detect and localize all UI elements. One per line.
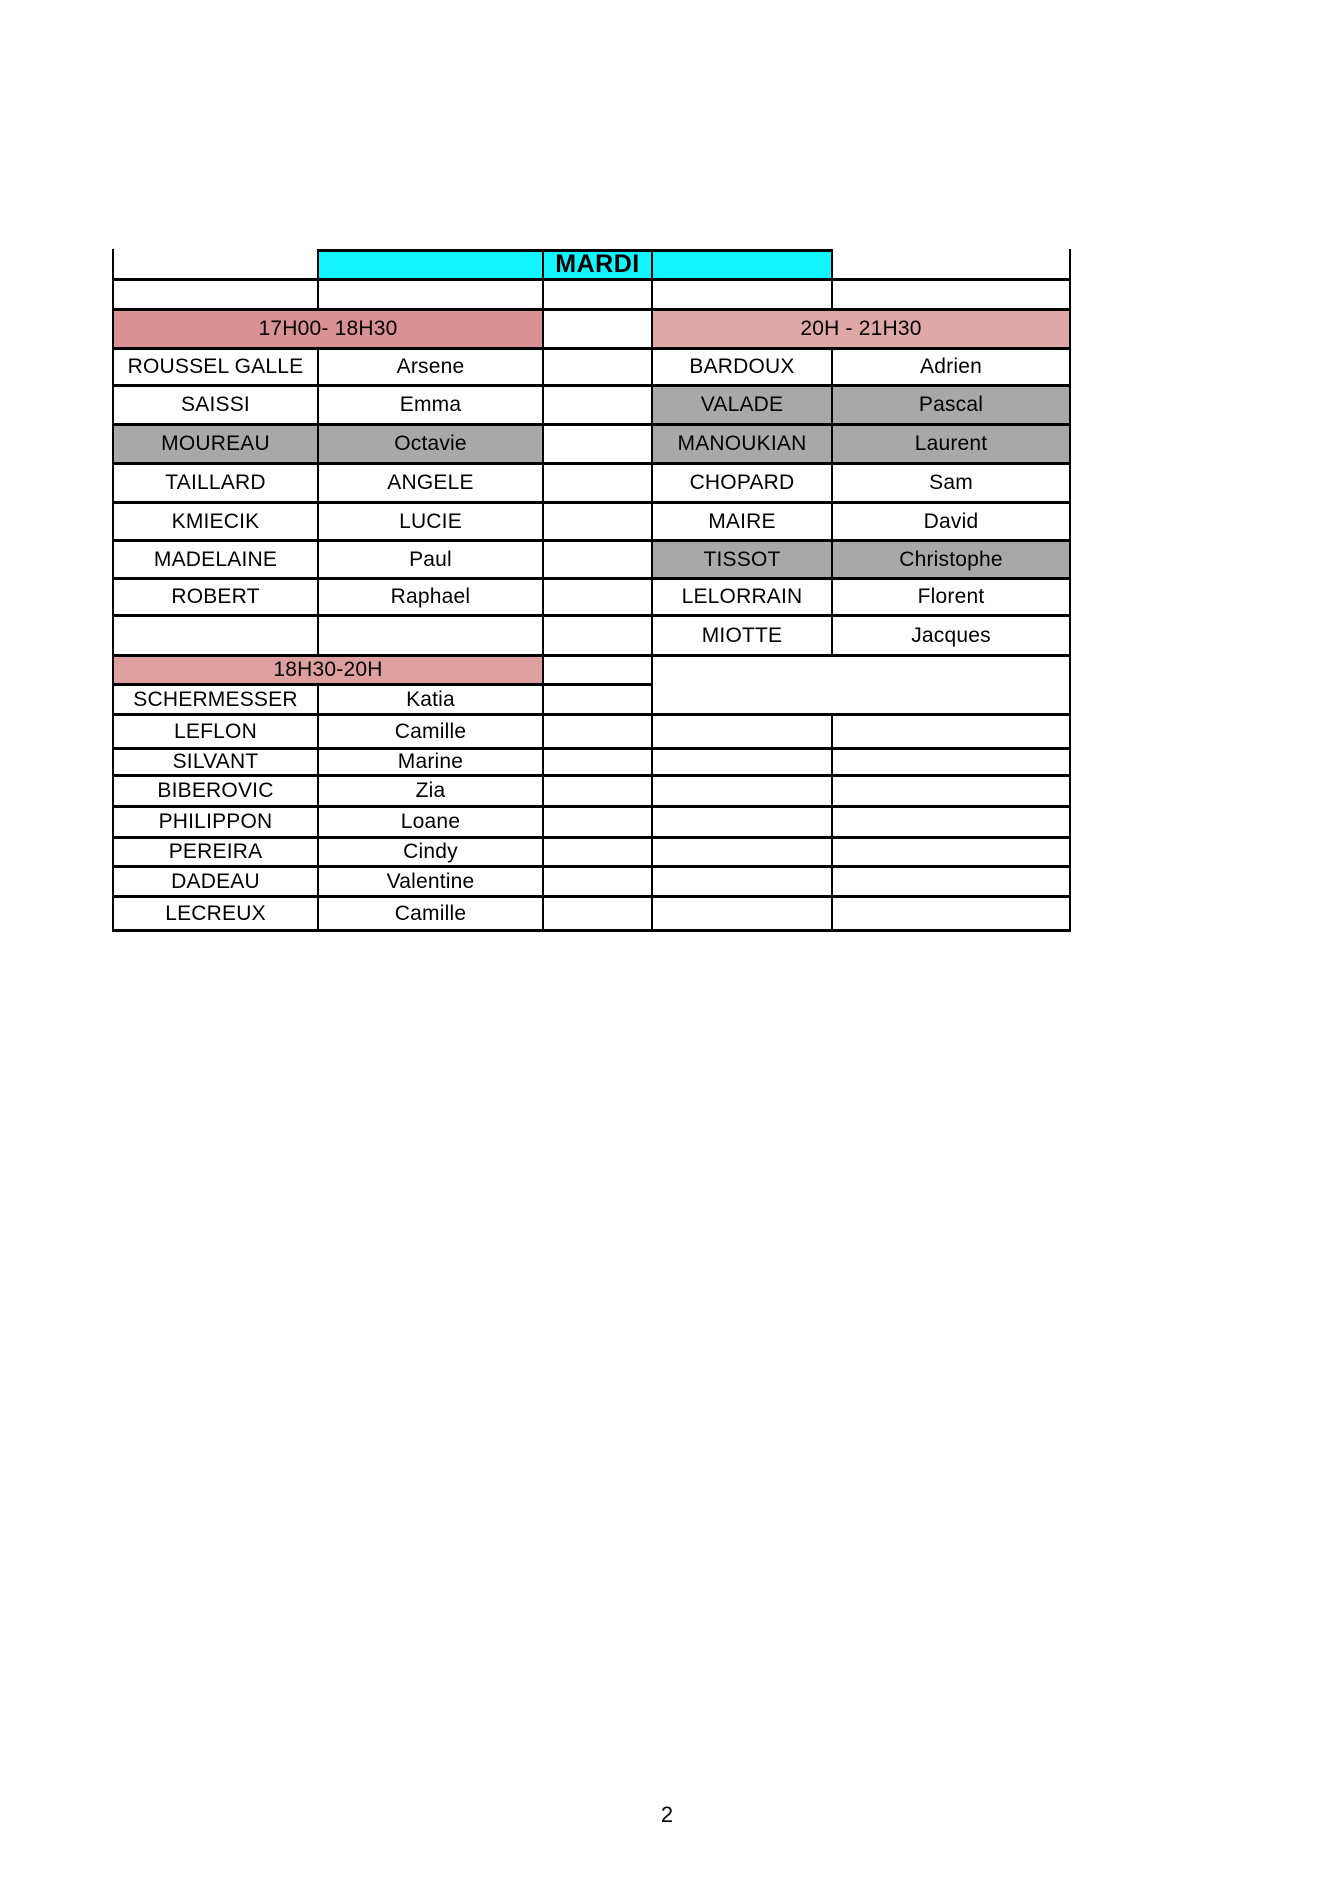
last-name-cell: BARDOUX [689,355,795,378]
first-name-cell: Valentine [386,869,475,893]
first-name-cell: Arsene [396,355,465,378]
last-name-cell: PEREIRA [168,840,263,863]
last-name-cell: ROUSSEL GALLE [127,355,304,378]
last-name-cell: SILVANT [172,750,259,773]
first-name-cell: David [923,509,979,533]
last-name-cell: MAIRE [708,509,776,533]
first-name-cell: Florent [917,585,985,608]
last-name-cell: SCHERMESSER [133,687,298,711]
grid-line-vertical [831,714,833,932]
last-name-cell: TAILLARD [165,471,266,494]
last-name-cell: LEFLON [174,719,257,743]
first-name-cell: Camille [394,901,467,925]
first-name-cell: Laurent [914,432,988,455]
first-name-cell: Katia [406,687,455,711]
first-name-cell: ANGELE [387,471,474,494]
day-label: MARDI [555,249,640,278]
first-name-cell: Cindy [403,840,458,863]
first-name-cell: Sam [929,471,973,494]
last-name-cell: MANOUKIAN [677,432,807,455]
first-name-cell: Octavie [394,432,467,455]
first-name-cell: Jacques [911,623,991,647]
first-name-cell: Raphael [390,585,471,608]
first-name-cell: Zia [415,779,446,802]
first-name-cell: Marine [397,750,464,773]
last-name-cell: KMIECIK [171,509,260,533]
last-name-cell: TISSOT [703,547,781,571]
last-name-cell: LECREUX [165,901,266,925]
first-name-cell: Pascal [918,393,984,416]
first-name-cell: Adrien [920,355,982,378]
last-name-cell: BIBEROVIC [157,779,274,802]
last-name-cell: MIOTTE [701,623,783,647]
grid-line-vertical [831,249,833,309]
last-name-cell: DADEAU [171,869,260,893]
first-name-cell: Paul [409,547,452,571]
last-name-cell: ROBERT [171,585,260,608]
page-number: 2 [660,1802,674,1827]
slot3-time-label: 20H - 21H30 [800,317,922,340]
first-name-cell: Christophe [899,547,1003,571]
last-name-cell: MADELAINE [153,547,278,571]
last-name-cell: VALADE [700,393,784,416]
slot1-time-label: 17H00- 18H30 [258,317,398,340]
last-name-cell: SAISSI [181,393,250,416]
last-name-cell: LELORRAIN [681,585,803,608]
first-name-cell: LUCIE [399,509,462,533]
first-name-cell: Loane [400,810,461,833]
grid-line-vertical [317,249,319,309]
last-name-cell: PHILIPPON [158,810,273,833]
last-name-cell: CHOPARD [689,471,795,494]
first-name-cell: Camille [394,719,467,743]
last-name-cell: MOUREAU [161,432,270,455]
first-name-cell: Emma [399,393,462,416]
slot2-time-label: 18H30-20H [273,658,383,681]
